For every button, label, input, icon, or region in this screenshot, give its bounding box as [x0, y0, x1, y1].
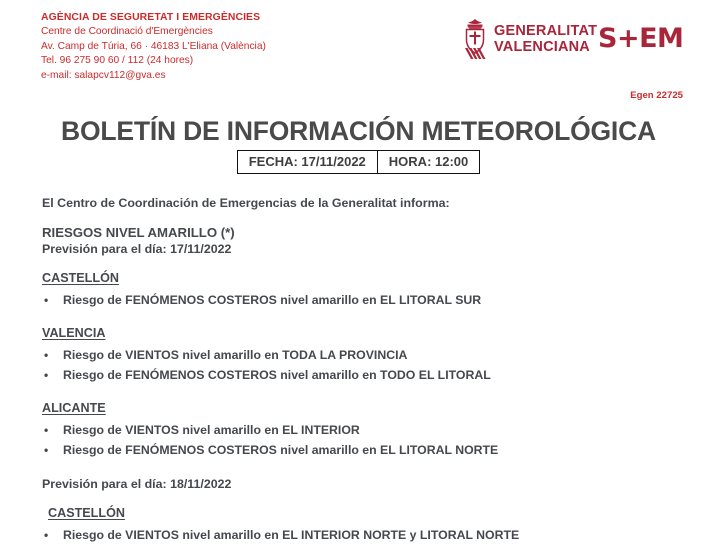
date-time-box	[237, 150, 481, 174]
generalitat-valenciana-logo	[462, 18, 597, 60]
province-section-valencia-day1	[42, 324, 697, 342]
sem-logo: S+EM	[598, 23, 684, 54]
risk-text: Riesgo de FENÓMENOS COSTEROS nivel amarillo en EL LITORAL SUR	[63, 293, 482, 307]
logo-line-generalitat: GENERALITAT	[494, 23, 598, 39]
section-spacer	[42, 461, 697, 477]
organisation-name: AGÈNCIA DE SEGURETAT I EMERGÈNCIES	[41, 12, 261, 23]
risk-text: Riesgo de VIENTOS nivel amarillo en EL INTERIOR NORTE y LITORAL NORTE	[63, 527, 520, 542]
forecast-day-2-heading: Previsión para el día: 18/11/2022	[42, 476, 232, 491]
bullet-icon: •	[44, 293, 49, 307]
risk-level-heading: RIESGOS NIVEL AMARILLO (*)	[42, 225, 235, 240]
bullet-icon: •	[44, 422, 49, 437]
organisation-address-line-1: Centre de Coordinació d'Emergències	[41, 26, 213, 38]
list-item	[42, 290, 697, 311]
list-item	[42, 345, 697, 366]
risk-list-alicante-day1	[42, 420, 697, 461]
list-item	[42, 525, 697, 546]
hora-cell: HORA: 12:00	[377, 151, 479, 173]
date-time-bar	[0, 150, 717, 174]
list-item	[42, 440, 697, 461]
province-section-alicante-day1	[42, 399, 697, 417]
intro-text: El Centro de Coordinación de Emergencias de la Generalitat informa:	[42, 196, 450, 210]
risk-text: Riesgo de FENÓMENOS COSTEROS nivel amarillo en TODO EL LITORAL	[63, 368, 491, 382]
province-heading: ALICANTE	[42, 400, 106, 415]
bullet-icon: •	[44, 347, 49, 362]
province-heading: CASTELLÓN	[42, 271, 119, 285]
province-section-castellon-day2	[42, 504, 697, 522]
bullet-icon: •	[44, 443, 49, 457]
fecha-cell: FECHA: 17/11/2022	[248, 154, 366, 169]
risk-list-castellon-day1	[42, 290, 697, 311]
page-title: BOLETÍN DE INFORMACIÓN METEOROLÓGICA	[61, 116, 656, 146]
risk-list-valencia-day1	[42, 345, 697, 386]
bullet-icon: •	[44, 368, 49, 382]
forecast-day-1-heading: Previsión para el día: 17/11/2022	[42, 242, 232, 256]
province-section-castellon-day1	[42, 269, 697, 287]
document-reference-number: Egen 22725	[630, 90, 683, 101]
organisation-address-line-2: Av. Camp de Túria, 66 · 46183 L'Eliana (València)	[41, 40, 266, 52]
province-heading: VALENCIA	[42, 325, 106, 340]
bulletin-content	[42, 196, 697, 545]
document-header	[0, 0, 717, 108]
list-item	[42, 365, 697, 386]
list-item	[42, 420, 697, 441]
organisation-phone-line: Tel. 96 275 90 60 / 112 (24 hores)	[41, 55, 194, 67]
logo-line-valenciana: VALENCIANA	[494, 39, 590, 55]
generalitat-valenciana-coat-of-arms-icon	[462, 18, 488, 60]
organisation-contact-block	[41, 11, 266, 83]
bullet-icon: •	[44, 527, 49, 542]
risk-list-castellon-day2	[42, 525, 697, 546]
risk-text: Riesgo de VIENTOS nivel amarillo en TODA LA PROVINCIA	[63, 347, 408, 362]
risk-text: Riesgo de FENÓMENOS COSTEROS nivel amarillo en EL LITORAL NORTE	[63, 443, 499, 457]
risk-text: Riesgo de VIENTOS nivel amarillo en EL INTERIOR	[63, 422, 360, 437]
generalitat-valenciana-wordmark	[494, 23, 597, 55]
organisation-email-line: e-mail: salapcv112@gva.es	[41, 69, 166, 81]
province-heading: CASTELLÓN	[48, 505, 125, 520]
